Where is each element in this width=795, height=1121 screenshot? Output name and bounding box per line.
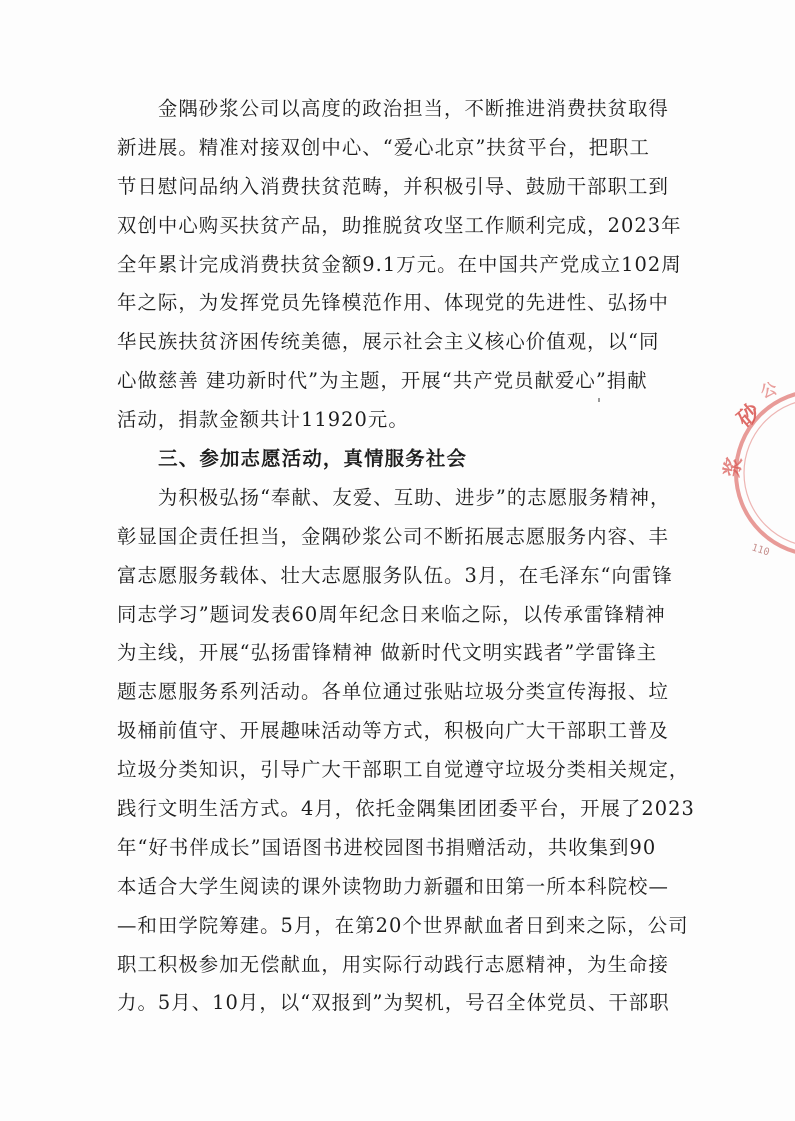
paragraph-line: 职工积极参加无偿献血，用实际行动践行志愿精神，为生命接 (117, 952, 669, 976)
paragraph-line: 同志学习”题词发表60周年纪念日来临之际，以传承雷锋精神 (117, 602, 666, 626)
scan-dust-mark (598, 398, 600, 402)
paragraph-line: 华民族扶贫济困传统美德，展示社会主义核心价值观，以“同 (117, 330, 660, 354)
paragraph-line: 全年累计完成消费扶贫金额9.1万元。在中国共产党成立102周 (117, 252, 682, 276)
section-heading: 三、参加志愿活动，真情服务社会 (117, 447, 468, 471)
paragraph-line: 圾桶前值守、开展趣味活动等方式，积极向广大干部职工普及 (117, 719, 669, 743)
paragraph-line: 彰显国企责任担当，金隅砂浆公司不断拓展志愿服务内容、丰 (117, 524, 669, 548)
official-seal-stamp (719, 378, 795, 568)
paragraph-line: 金隅砂浆公司以高度的政治担当，不断推进消费扶贫取得 (117, 97, 669, 120)
document-body (117, 90, 695, 1023)
paragraph-line: 垃圾分类知识，引导广大干部职工自觉遵守垃圾分类相关规定， (117, 758, 690, 782)
paragraph-line: —和田学院筹建。5月，在第20个世界献血者日到来之际，公司 (117, 913, 689, 937)
paragraph-line: 年“好书伴成长”国语图书进校园图书捐赠活动，共收集到90 (117, 835, 657, 859)
paragraph-line: 为积极弘扬“奉献、友爱、互助、进步”的志愿服务精神， (117, 485, 671, 509)
paragraph-line: 新进展。精准对接双创中心、“爱心北京”扶贫平台，把职工 (117, 135, 650, 159)
paragraph-line: 心做慈善 建功新时代”为主题，开展“共产党员献爱心”捐献 (117, 369, 648, 393)
paragraph-line: 双创中心购买扶贫产品，助推脱贫攻坚工作顺利完成，2023年 (117, 213, 682, 237)
seal-char: 公 (757, 378, 780, 402)
paragraph-line: 活动，捐款金额共计11920元。 (117, 408, 409, 432)
paragraph-line: 为主线，开展“弘扬雷锋精神 做新时代文明实践者”学雷锋主 (117, 641, 658, 665)
paragraph-line: 年之际，为发挥党员先锋模范作用、体现党的先进性、弘扬中 (117, 291, 669, 315)
paragraph-line: 力。5月、10月，以“双报到”为契机，号召全体党员、干部职 (117, 991, 670, 1015)
paragraph-line: 节日慰问品纳入消费扶贫范畴，并积极引导、鼓励干部职工到 (117, 174, 669, 198)
seal-char: 浆 (719, 455, 747, 479)
paragraph-line: 本适合大学生阅读的课外读物助力新疆和田第一所本科院校— (117, 874, 669, 898)
paragraph-line: 践行文明生活方式。4月，依托金隅集团团委平台，开展了2023 (117, 797, 695, 821)
paragraph-line: 题志愿服务系列活动。各单位通过张贴垃圾分类宣传海报、垃 (117, 680, 669, 704)
seal-serial: 110 (750, 542, 771, 559)
paragraph-line: 富志愿服务载体、壮大志愿服务队伍。3月，在毛泽东“向雷锋 (117, 563, 673, 587)
seal-char: 砂 (732, 399, 766, 433)
